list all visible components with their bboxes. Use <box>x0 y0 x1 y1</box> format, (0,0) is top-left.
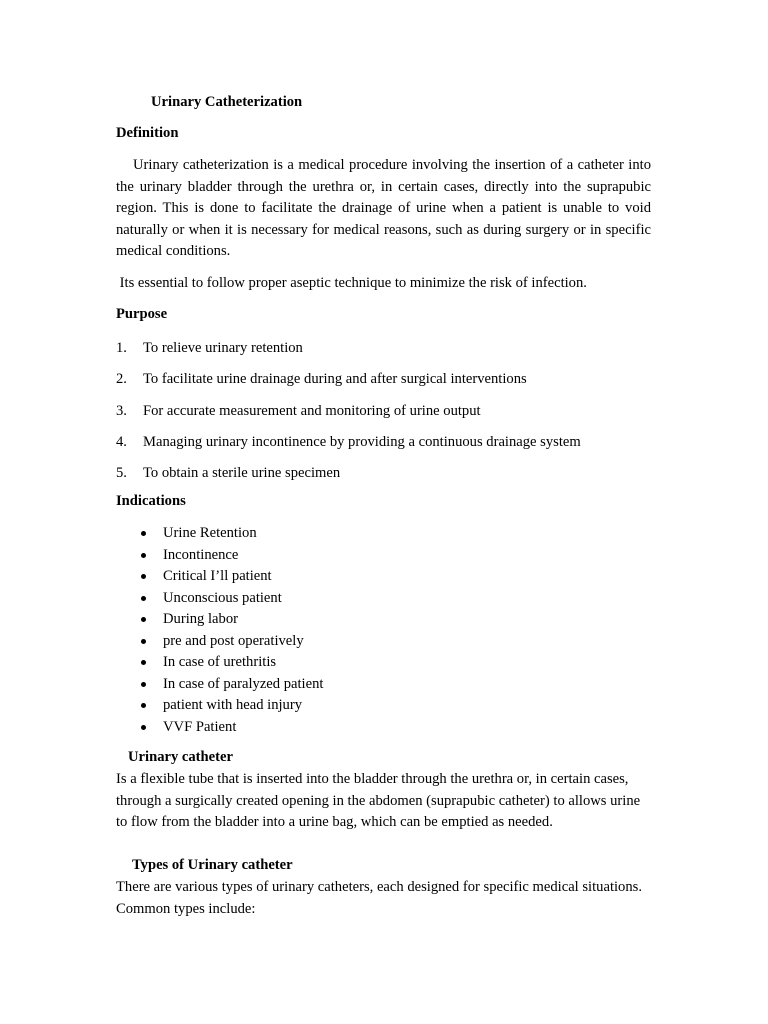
purpose-item <box>116 401 651 432</box>
definition-heading: Definition <box>116 125 179 141</box>
indication-item <box>116 631 651 653</box>
types-paragraph: There are various types of urinary catheters, each designed for specific medical situations. Common types include: <box>116 879 642 917</box>
indications-heading: Indications <box>116 493 186 509</box>
purpose-item-number: 5. <box>116 465 127 482</box>
indications-list <box>116 523 651 738</box>
bullet-icon <box>141 725 146 730</box>
purpose-item-number: 1. <box>116 340 127 356</box>
indication-item-text: Incontinence <box>163 546 239 563</box>
indication-item <box>116 609 651 631</box>
bullet-icon <box>141 531 146 536</box>
bullet-icon <box>141 682 146 687</box>
indication-item-text: Critical I’ll patient <box>163 568 272 584</box>
bullet-icon <box>141 596 146 601</box>
purpose-item <box>116 338 651 369</box>
types-heading: Types of Urinary catheter <box>132 857 293 873</box>
purpose-item-number: 2. <box>116 371 127 388</box>
bullet-icon <box>141 639 146 644</box>
urinary-catheter-paragraph: Is a flexible tube that is inserted into the bladder through the urethra or, in certain cases, through a surgically created opening in the abdomen (suprapubic catheter) to allows urine to flow from the bladder into a urine bag, which can be emptied as needed. <box>116 771 641 831</box>
document-title: Urinary Catheterization <box>151 94 303 110</box>
indication-item <box>116 717 651 739</box>
indication-item-text: In case of paralyzed patient <box>163 675 324 692</box>
purpose-item-text: For accurate measurement and monitoring of urine output <box>143 402 481 419</box>
indication-item <box>116 588 651 610</box>
bullet-icon <box>141 660 146 665</box>
indication-item <box>116 545 651 567</box>
indication-item <box>116 674 651 696</box>
urinary-catheter-heading: Urinary catheter <box>128 749 233 765</box>
indication-item <box>116 695 651 717</box>
bullet-icon <box>141 574 146 579</box>
purpose-item <box>116 369 651 400</box>
purpose-item-text: To relieve urinary retention <box>143 340 303 356</box>
purpose-heading: Purpose <box>116 306 168 322</box>
indication-item-text: In case of urethritis <box>163 654 277 670</box>
indication-item-text: pre and post operatively <box>163 632 304 649</box>
indication-item-text: VVF Patient <box>163 718 237 735</box>
indication-item <box>116 652 651 674</box>
indication-item-text: patient with head injury <box>163 697 303 713</box>
bullet-icon <box>141 553 146 558</box>
bullet-icon <box>141 703 146 708</box>
bullet-icon <box>141 617 146 622</box>
purpose-item <box>116 463 651 494</box>
indication-item <box>116 523 651 545</box>
indication-item-text: During labor <box>163 611 238 627</box>
definition-paragraph: Urinary catheterization is a medical procedure involving the insertion of a catheter into the urinary bladder through the urethra or, in certain cases, directly into the suprapubic region. This is done to facilitate the drainage of urine when a patient is unable to void naturally or when it is necessary for medical reasons, such as during surgery or in specific medical conditions. <box>116 157 651 260</box>
purpose-item-number: 4. <box>116 433 127 450</box>
indication-item <box>116 566 651 588</box>
purpose-item <box>116 432 651 463</box>
indication-item-text: Urine Retention <box>163 525 257 541</box>
purpose-item-text: Managing urinary incontinence by providing a continuous drainage system <box>143 433 581 450</box>
purpose-item-text: To obtain a sterile urine specimen <box>143 465 341 482</box>
purpose-item-text: To facilitate urine drainage during and after surgical interventions <box>143 371 527 388</box>
purpose-list <box>116 338 651 494</box>
purpose-item-number: 3. <box>116 402 127 419</box>
aseptic-note: Its essential to follow proper aseptic technique to minimize the risk of infection. <box>116 275 587 291</box>
indication-item-text: Unconscious patient <box>163 589 282 606</box>
